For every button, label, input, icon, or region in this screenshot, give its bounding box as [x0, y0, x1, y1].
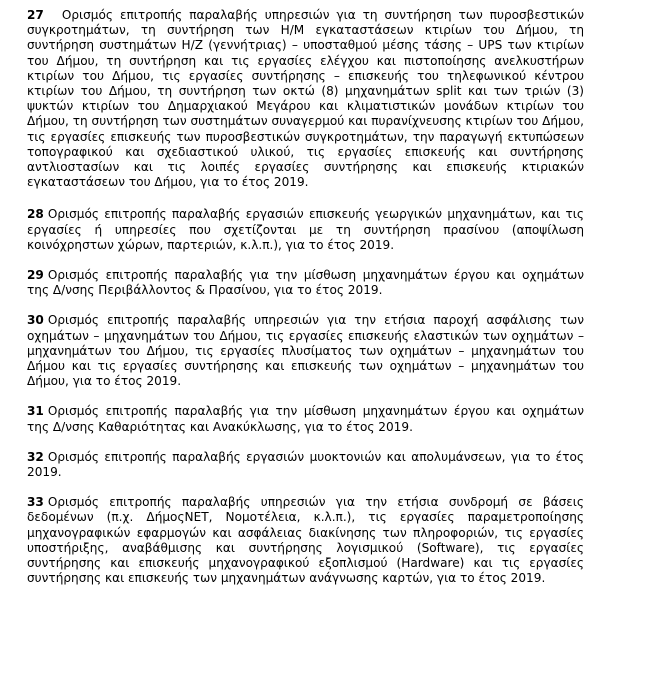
- item-number: 30: [27, 313, 44, 328]
- item-number: 29: [27, 268, 44, 283]
- agenda-item-30: [27, 313, 584, 389]
- item-text: Ορισμός επιτροπής παραλαβής υπηρεσιών για την ετήσια παροχή ασφάλισης των οχημάτων – μηχανημάτων του Δήμου, τις εργασίες επισκευής ελαστικών των οχημάτων – μηχανημάτων του Δήμου, τις εργασίες πλυσίματος των οχημάτων – μηχανημάτων του Δήμου και τις εργασίες συντήρησης και επισκευής των οχημάτων – μηχανημάτων του Δήμου, για το έτος 2019.: [27, 313, 584, 389]
- agenda-item-32: [27, 450, 584, 480]
- agenda-item-33: [27, 495, 584, 586]
- item-text: Ορισμός επιτροπής παραλαβής εργασιών μυοκτονιών και απολυμάνσεων, για το έτος 2019.: [27, 449, 584, 480]
- item-text: Ορισμός επιτροπής παραλαβής εργασιών επισκευής γεωργικών μηχανημάτων, και τις εργασίες ή υπηρεσίες που σχετίζονται με τη συντήρηση πρασίνου (αποψίλωση κοινόχρηστων χώρων, παρτεριών, κ.λ.π.), για το έτος 2019.: [27, 207, 584, 252]
- agenda-item-31: [27, 404, 584, 434]
- item-text: Ορισμός επιτροπής παραλαβής υπηρεσιών για τη συντήρηση των πυροσβεστικών συγκροτημάτων, τη συντήρηση των Η/Μ εγκαταστάσεων κτιρίων του Δήμου, τη συντήρηση συστημάτων Η/Ζ (γεννήτριας) – υποσταθμού μέσης τάσης – UPS των κτιρίων του Δήμου, τη συντήρηση και τις εργασίες ελέγχου και πιστοποίησης ανελκυστήρων κτιρίων του Δήμου, τις εργασίες συντήρησης – επισκευής του τηλεφωνικού κέντρου κτιρίων του Δήμου, τη συντήρηση των οκτώ (8) μηχανημάτων split και των τριών (3) ψυκτών κτιρίων του Δημαρχιακού Μεγάρου και κλιματιστικών μονάδων κτιρίων του Δήμου, τη συντήρηση των συστημάτων συναγερμού και πυρανίχνευσης κτιρίων του Δήμου, τις εργασίες επισκευής των πυροσβεστικών συγκροτημάτων, την παραγωγή εκτυπώσεων τοπογραφικού και σχεδιαστικού υλικού, τις εργασίες επισκευής και συντήρησης αντλιοστασίων και τις λοιπές εργασίες συντήρησης και επισκευής κτιριακών εγκαταστάσεων του Δήμου, για το έτος 2019.: [27, 8, 584, 190]
- item-text: Ορισμός επιτροπής παραλαβής υπηρεσιών για την ετήσια συνδρομή σε βάσεις δεδομένων (π.χ. ΔήμοςNET, Νομοτέλεια, κ.λ.π.), τις εργασίες παραμετροποίησης μηχανογραφικών εφαρμογών και ασφάλειας διακίνησης των πληροφοριών, τις εργασίες υποστήριξης, αναβάθμισης και συντήρησης λογισμικού (Software), τις εργασίες συντήρησης και επισκευής μηχανογραφικού εξοπλισμού (Hardware) και τις εργασίες συντήρησης και επισκευής των μηχανημάτων ανάγνωσης καρτών, για το έτος 2019.: [27, 495, 584, 586]
- item-number: 31: [27, 404, 44, 419]
- item-number: 32: [27, 449, 44, 464]
- item-number: 28: [27, 207, 44, 222]
- agenda-item-29: [27, 268, 584, 298]
- item-number: 27: [27, 8, 44, 22]
- item-number: 33: [27, 495, 44, 510]
- agenda-document: [27, 8, 584, 587]
- item-text: Ορισμός επιτροπής παραλαβής για την μίσθωση μηχανημάτων έργου και οχημάτων της Δ/νσης Περιβάλλοντος & Πρασίνου, για το έτος 2019.: [27, 268, 584, 298]
- agenda-item-27: [27, 8, 584, 190]
- agenda-item-28: [27, 207, 584, 253]
- item-text: Ορισμός επιτροπής παραλαβής για την μίσθωση μηχανημάτων έργου και οχημάτων της Δ/νσης Καθαριότητας και Ανακύκλωσης, για το έτος 2019.: [27, 404, 584, 434]
